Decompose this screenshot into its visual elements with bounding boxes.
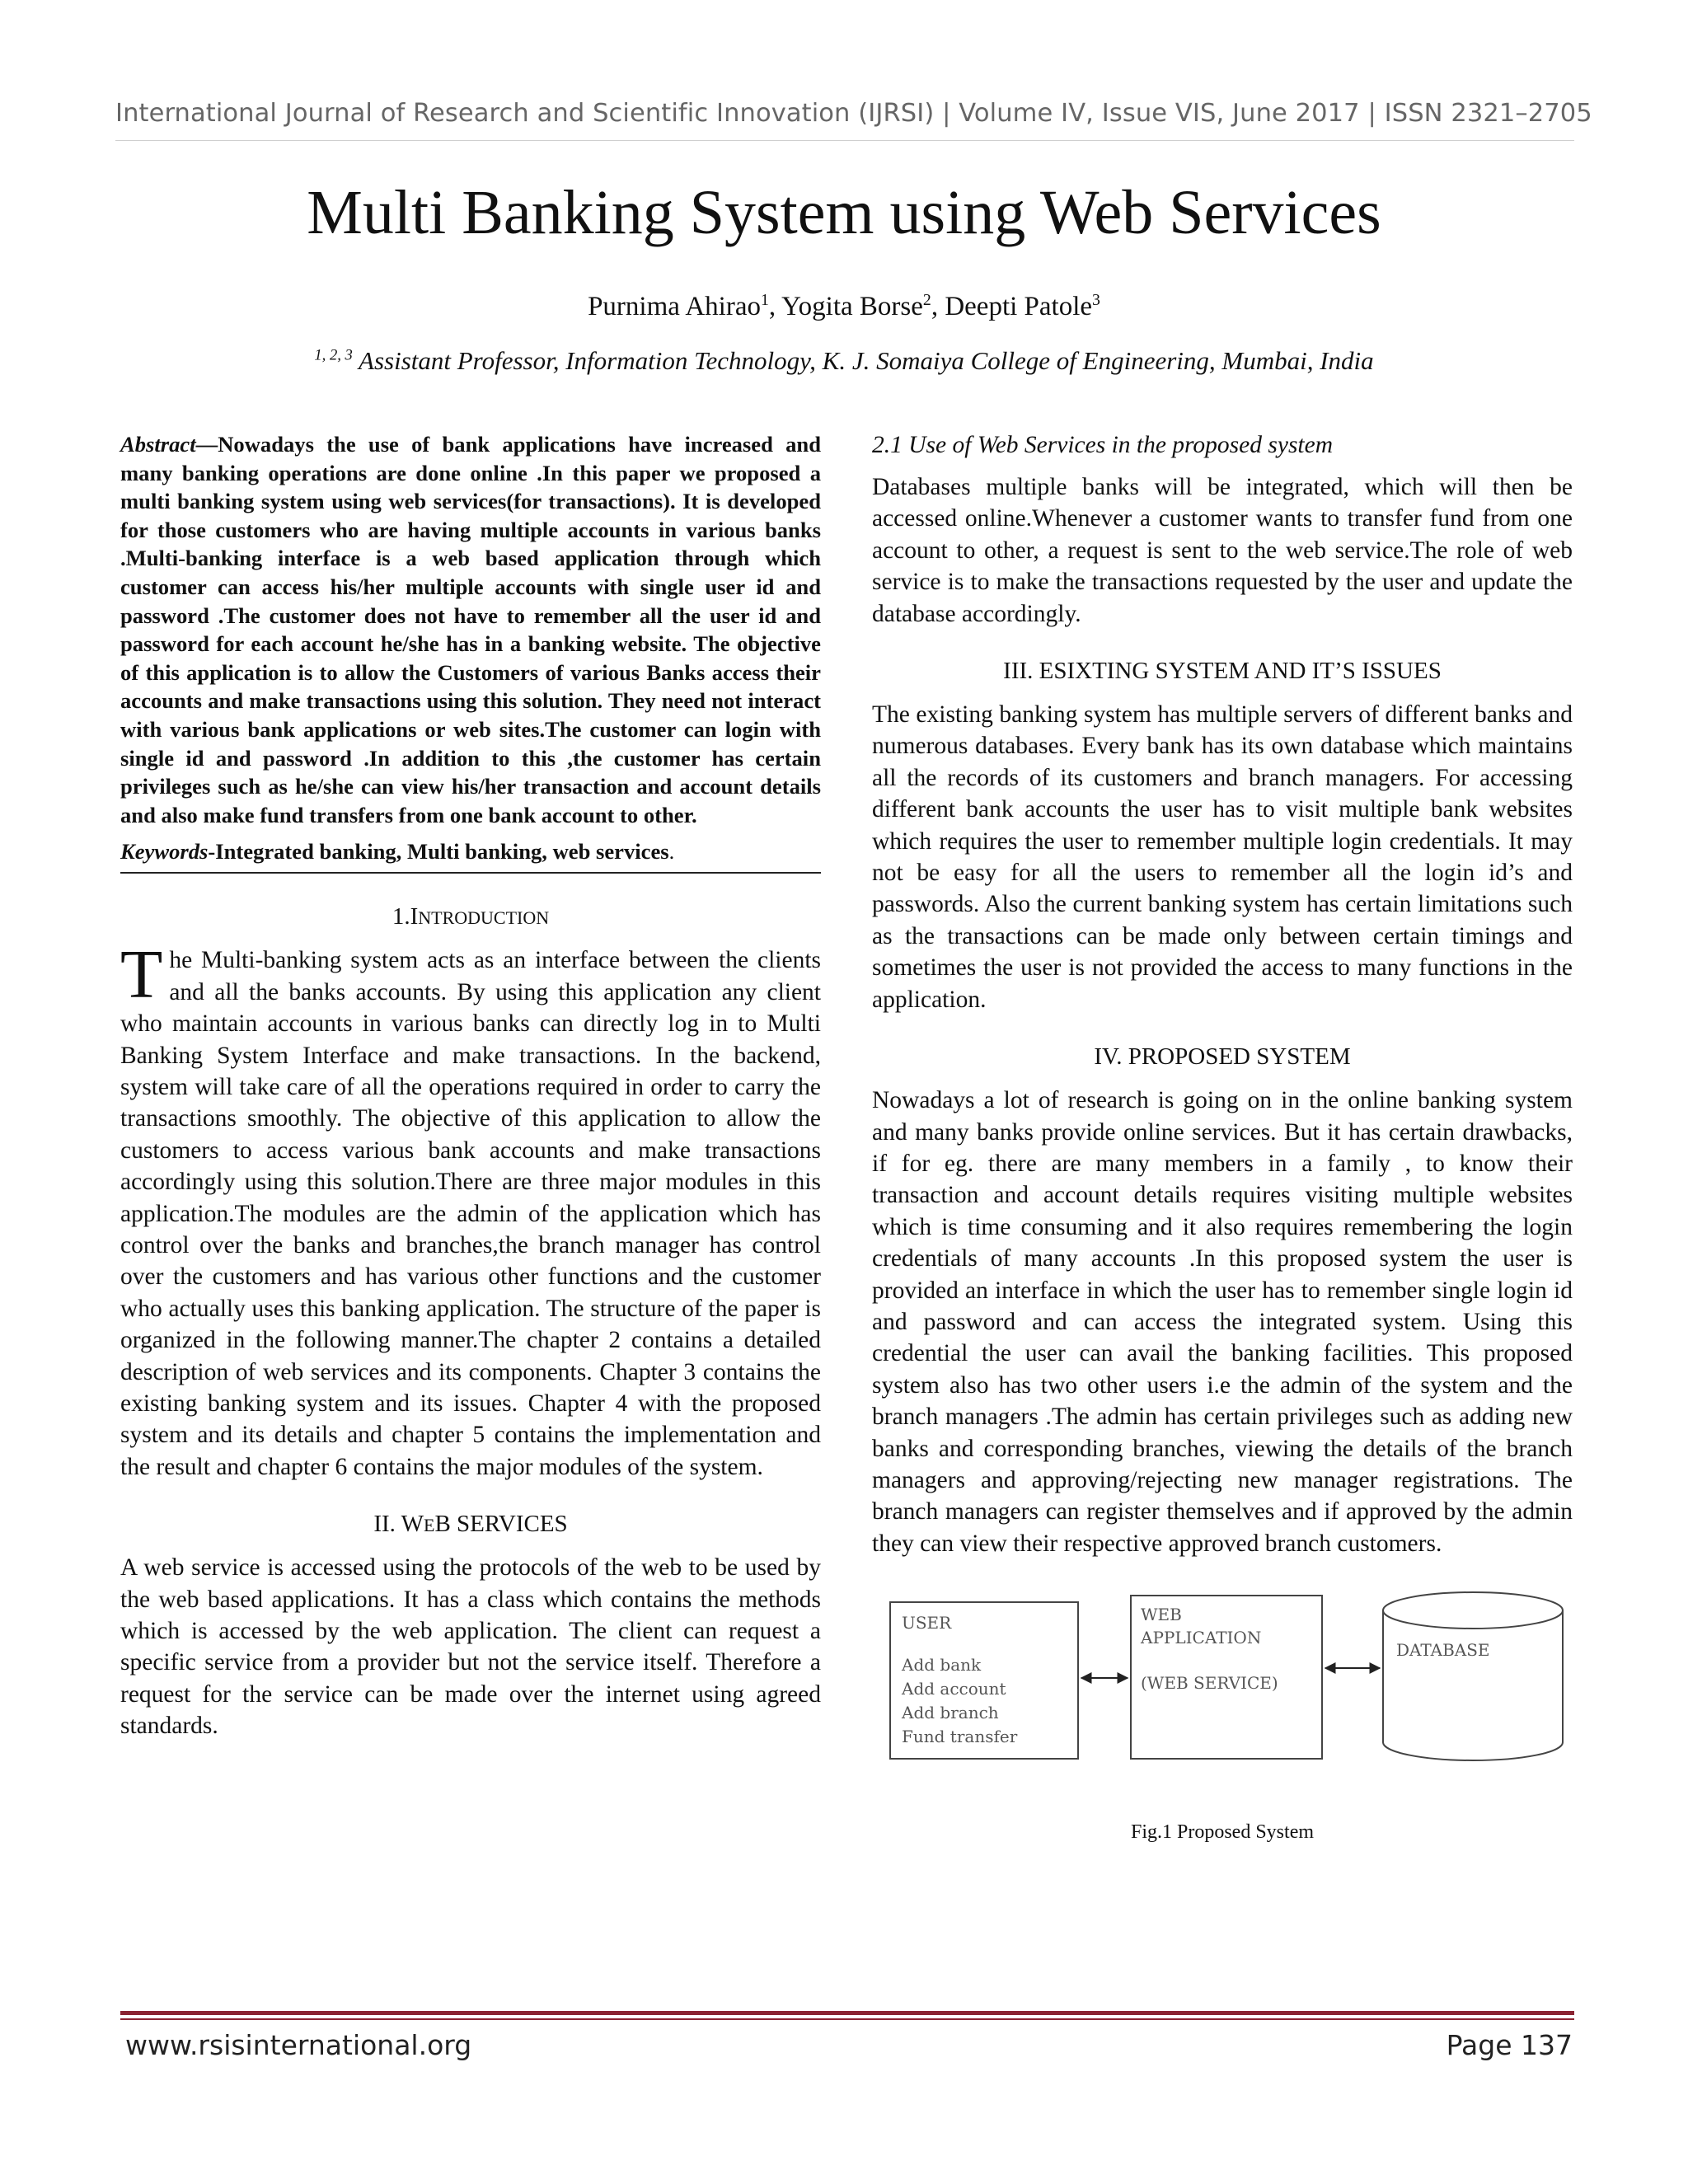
existing-heading: III. ESIXTING SYSTEM AND IT’S ISSUES: [1003, 658, 1442, 685]
database-top: [1383, 1592, 1563, 1629]
intro-num: 1.I: [392, 903, 419, 930]
user-item: Add account: [902, 1679, 1006, 1699]
keywords-tail: .: [668, 839, 675, 865]
web-heading-sc: E: [423, 1515, 435, 1536]
web-box-line3: (WEB SERVICE): [1141, 1673, 1278, 1694]
keywords-lead: Keywords: [120, 839, 209, 865]
author-name: Yogita Borse: [781, 292, 923, 321]
affiliation-sup: 1, 2, 3: [314, 346, 353, 364]
user-item: Add bank: [902, 1655, 982, 1675]
affiliation: [0, 344, 1688, 377]
database-label: DATABASE: [1396, 1640, 1490, 1661]
footer-rule-thick: [120, 2011, 1574, 2015]
database-cylinder: [1383, 1610, 1563, 1760]
abstract-lead: Abstract: [120, 432, 196, 457]
proposed-text: Nowadays a lot of research is going on in the online banking system and many banks provide online services. But it has certain drawbacks, if for eg. there are many members in a family , to know their transaction and account details requires visiting multiple websites which is time consuming and it also requires remembering the login credentials of many accounts .In this proposed system the user is provided an interface in which the user has to remember single login id and password and can access the integrated system. Using this credential the user can avail the banking facilities. This proposed system also has two other users i.e the admin of the system and the branch managers .The admin has certain privileges such as adding new banks and corresponding branches, viewing the details of the branch managers and approving/rejecting new manager registrations. The branch managers can register themselves and if approved by the admin they can view their respective approved branch customers.: [872, 1087, 1573, 1557]
drop-cap: T: [120, 936, 163, 1014]
keywords-text: -Integrated banking, Multi banking, web services: [208, 839, 669, 865]
abstract: [120, 430, 821, 829]
web-use-heading: 2.1 Use of Web Services in the proposed system: [872, 432, 1334, 458]
author-sup: 1: [760, 291, 769, 309]
intro-text: [120, 936, 821, 1483]
intro-body: he Multi-banking system acts as an interface between the clients and all the banks accounts. By using this application any client who maintain accounts in various banks can directly log in to Multi Banking System Interface and make transactions. In the backend, system will take care of all the operations required in order to carry the transactions smoothly. The objective of this application to allow the customers to access various bank accounts and make transactions accordingly using this solution.There are three major modules in this application.The modules are the admin of the application which has control over the banks and branches,the branch manager has control over the customers and has various other functions and the customer who actually uses this banking application. The structure of the paper is organized in the following manner.The chapter 2 contains a detailed description of web services and its components. Chapter 3 contains the existing banking system and its issues. Chapter 4 with the proposed system and its details and chapter 5 contains the implementation and the result and chapter 6 contains the major modules of the system.: [120, 947, 821, 1480]
footer-rule-thin: [120, 2018, 1574, 2020]
author-name: Purnima Ahirao: [588, 292, 761, 321]
abstract-text: Nowadays the use of bank applications have increased and many banking operations are done online .In this paper we proposed a multi banking system using web services(for transactions). It is developed for those customers who are having multiple accounts in various banks .Multi-banking interface is a web based application through which customer can access his/her multiple accounts with single user id and password .The customer does not have to remember all the user id and password for each account he/she has in a banking website. The objective of this application is to allow the Customers of various Banks access their accounts and make transactions using this solution. They need not interact with various bank applications or web sites.The customer can login with single id and password .In addition to this ,the customer has certain privileges such as he/she can view his/her transaction and account details and also make fund transfers from one bank account to other.: [120, 432, 821, 827]
keywords: [120, 837, 821, 874]
user-box-title: USER: [902, 1613, 952, 1633]
footer-website: www.rsisinternational.org: [125, 2029, 472, 2061]
author-list: Purnima Ahirao$^1$, Yogita Borse$^2$, Deepti Patole$^3$: [588, 291, 1100, 321]
web-services-heading: [120, 1509, 821, 1540]
author-sup: 2: [922, 291, 931, 309]
web-heading-post: B SERVICES: [434, 1511, 568, 1538]
author-name: Deepti Patole: [945, 292, 1093, 321]
existing-text: The existing banking system has multiple servers of different banks and numerous databases. Every bank has its own database which maintains all the records of its customers and branch managers. For accessing different bank accounts the user has to visit multiple bank websites which requires the user to remember multiple login credentials. It may not be easy for all the users to remember all the login id’s and passwords. Also the current banking system has certain limitations such as the transactions can be made only between certain timings and sometimes the user is not provided the access to many functions in the application.: [872, 701, 1573, 1013]
footer-page-number: Page 137: [1446, 2029, 1573, 2061]
web-services-text: A web service is accessed using the protocols of the web to be used by the web based applications. It has a class which contains the methods which is accessed by the web application. The client can request a specific service from a provider but not the service itself. Therefore a request for the service can be made over the internet using agreed standards.: [120, 1554, 821, 1740]
web-heading-pre: II. W: [373, 1511, 424, 1538]
figure-diagram: [872, 1577, 1573, 1808]
intro-heading: [120, 902, 821, 933]
figure-caption: Fig.1 Proposed System: [1130, 1821, 1315, 1844]
web-box-line2: APPLICATION: [1141, 1628, 1262, 1648]
running-header: International Journal of Research and Scientific Innovation (IJRSI) | Volume IV, Issue VIS, June 2017 | ISSN 2321–2705: [115, 99, 1592, 128]
web-box-line1: WEB: [1141, 1605, 1182, 1625]
author-sup: 3: [1092, 291, 1100, 309]
intro-title: NTRODUCTION: [418, 907, 550, 929]
left-column: [120, 430, 821, 1742]
affiliation-text: Assistant Professor, Information Technology, K. J. Somaiya College of Engineering, Mumbai, India: [359, 346, 1374, 375]
abstract-dash: —: [195, 432, 218, 457]
right-column: [872, 430, 1573, 1849]
proposed-system-figure: [872, 1577, 1573, 1849]
header-rule: [115, 140, 1574, 141]
user-item: Fund transfer: [902, 1727, 1018, 1747]
web-use-text: Databases multiple banks will be integrated, which will then be accessed online.Whenever a customer wants to transfer fund from one account to other, a request is sent to the web service.The role of web service is to make the transactions requested by the user and update the database accordingly.: [872, 474, 1573, 627]
proposed-heading: IV. PROPOSED SYSTEM: [1094, 1043, 1351, 1071]
paper-title: Multi Banking System using Web Services: [307, 178, 1381, 247]
user-item: Add branch: [902, 1703, 999, 1723]
